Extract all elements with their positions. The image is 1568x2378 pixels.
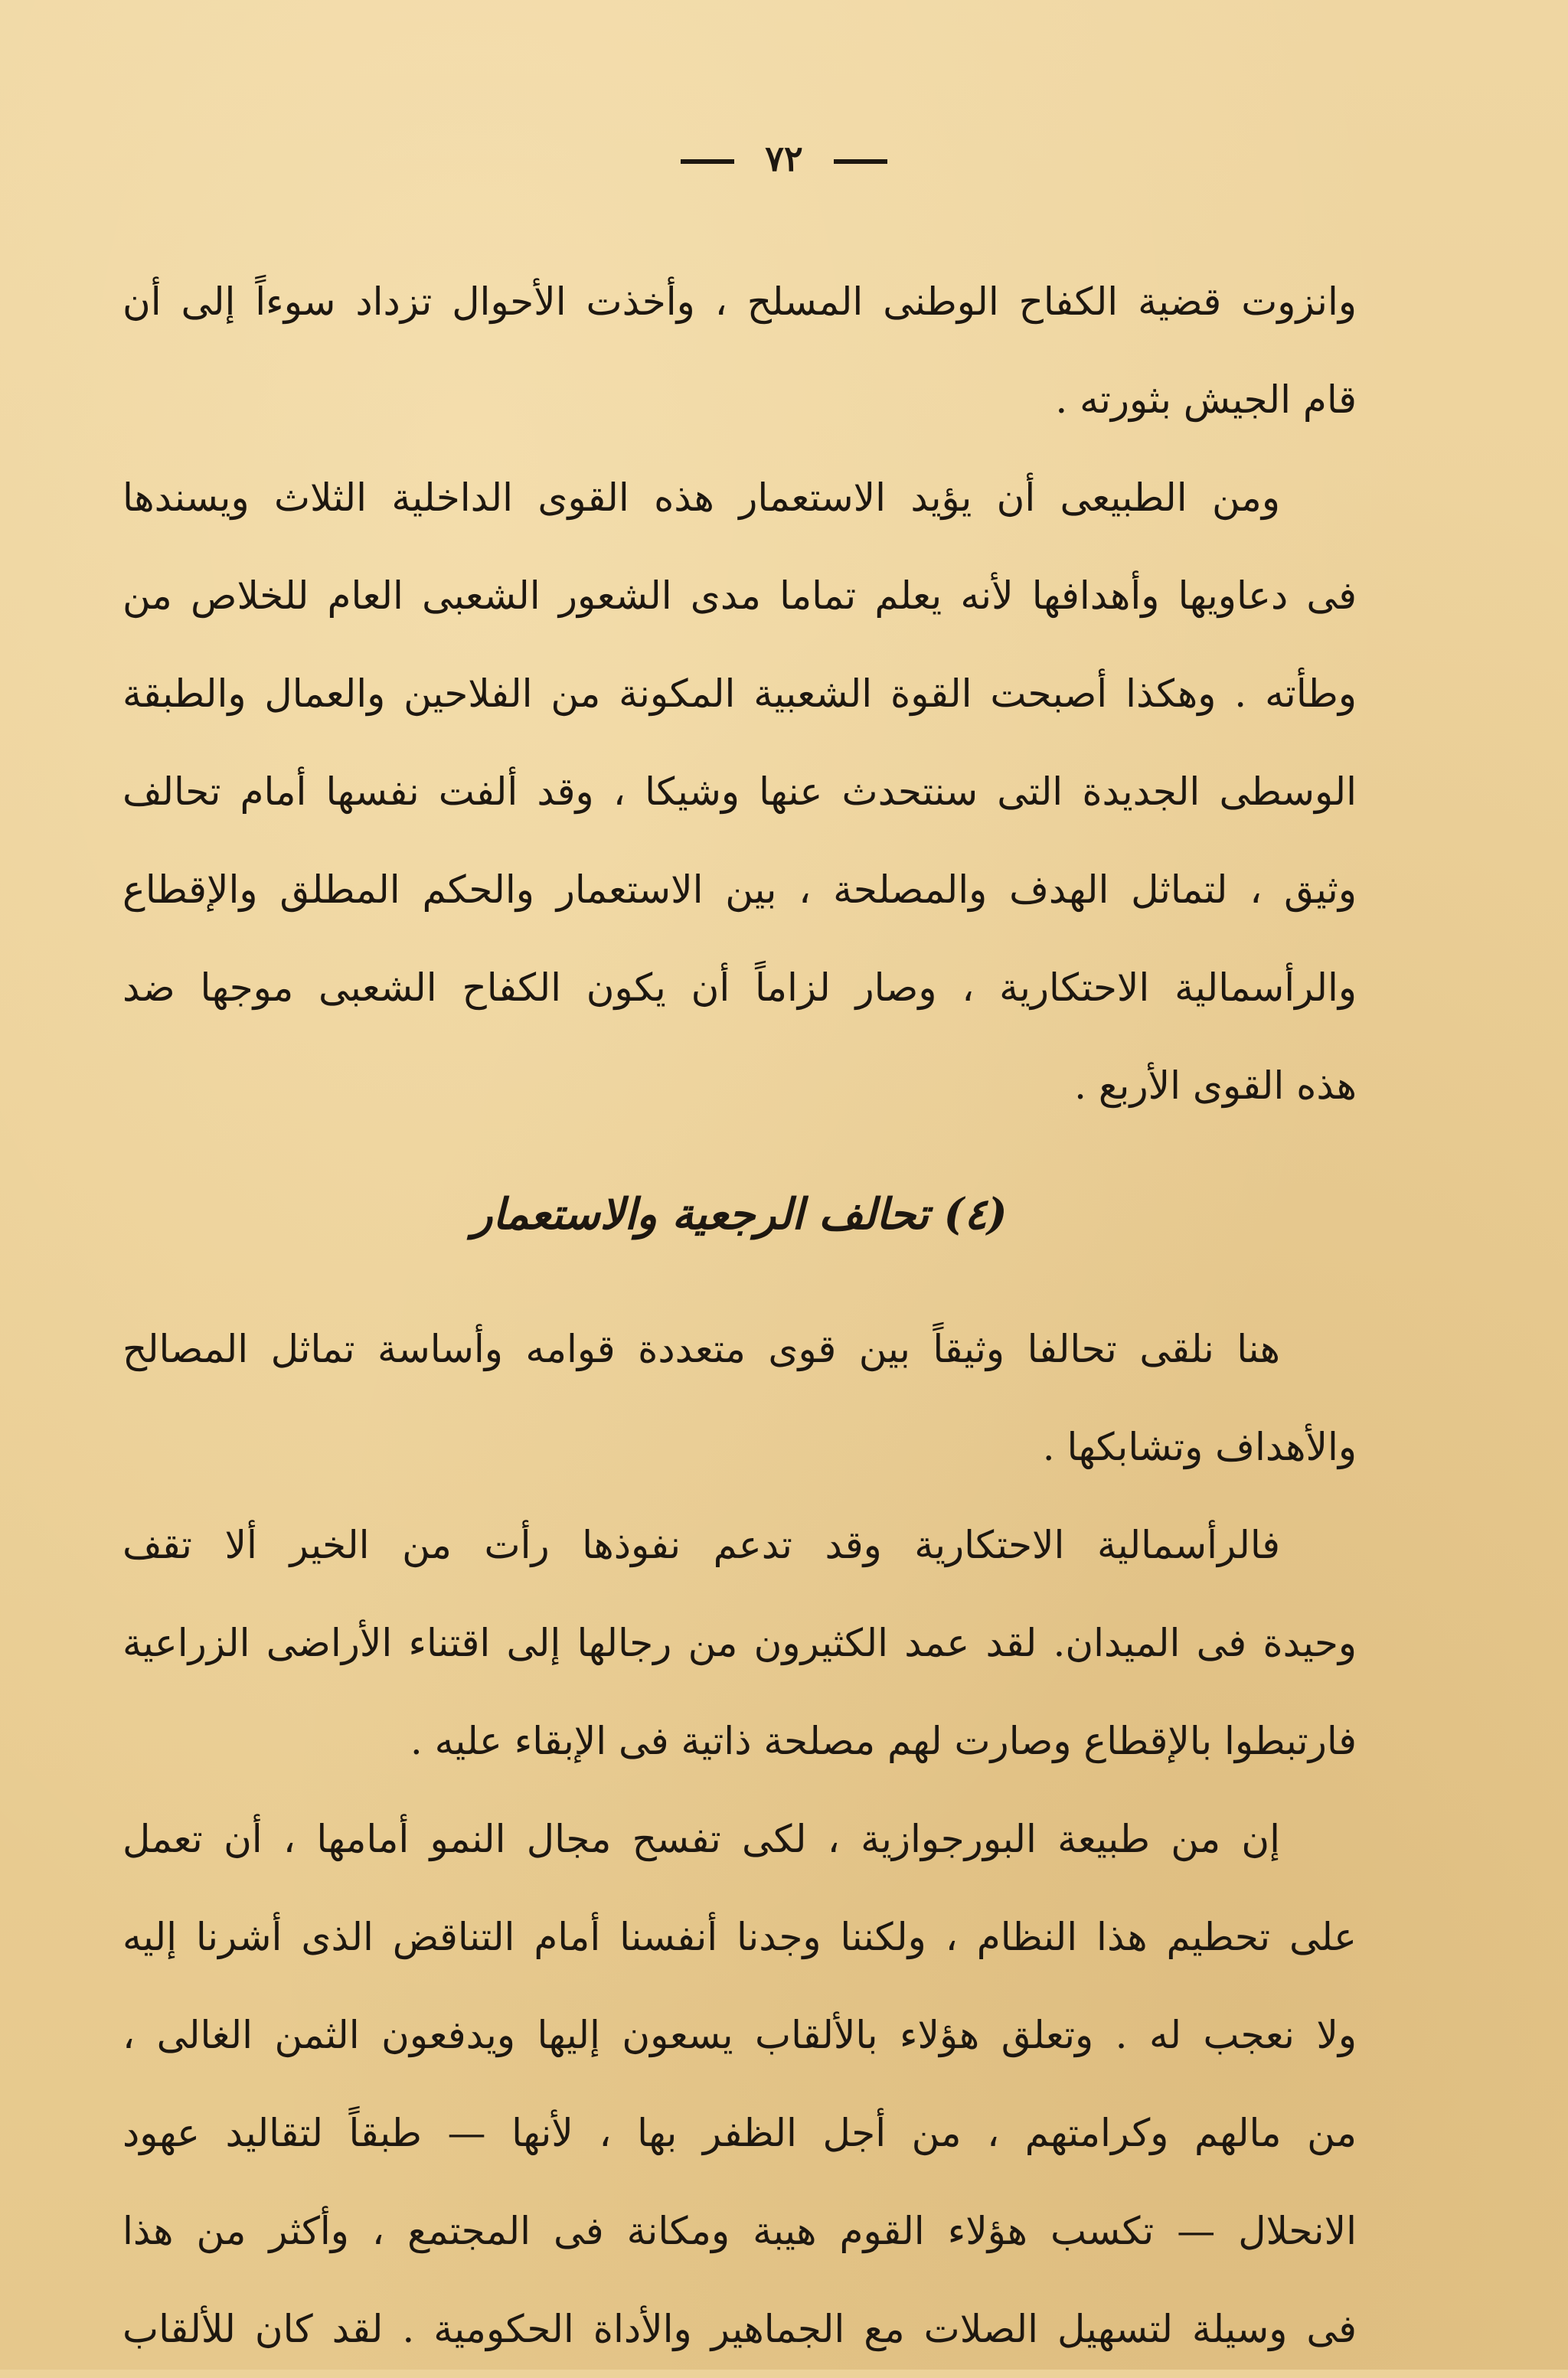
p5-line-2: على تحطيم هذا النظام ، ولكننا وجدنا أنفسنا أمام التناقض الذى أشرنا إليه [122, 1915, 1357, 1959]
p2-line-2: فى دعاويها وأهدافها لأنه يعلم تماما مدى الشعور الشعبى العام للخلاص من [122, 573, 1357, 618]
p2-line-4: الوسطى الجديدة التى سنتحدث عنها وشيكا ، وقد ألفت نفسها أمام تحالف [122, 769, 1357, 814]
p4-line-1: فالرأسمالية الاحتكارية وقد تدعم نفوذها رأت من الخير ألا تقف [122, 1523, 1280, 1567]
page-number-value: ٧٢ [765, 138, 803, 179]
p3-line-1: هنا نلقى تحالفا وثيقاً بين قوى متعددة قوامه وأساسة تماثل المصالح [122, 1327, 1280, 1371]
p4-line-2: وحيدة فى الميدان. لقد عمد الكثيرون من رجالها إلى اقتناء الأراضى الزراعية [122, 1621, 1357, 1665]
p5-line-5: الانحلال — تكسب هؤلاء القوم هيبة ومكانة فى المجتمع ، وأكثر من هذا [122, 2209, 1357, 2253]
p1-line-2: قام الجيش بثورته . [1055, 377, 1357, 422]
p5-line-4: من مالهم وكرامتهم ، من أجل الظفر بها ، لأنها — طبقاً لتقاليد عهود [122, 2111, 1357, 2155]
p5-line-1: إن من طبيعة البورجوازية ، لكى تفسح مجال النمو أمامها ، أن تعمل [122, 1817, 1280, 1861]
p5-line-6: فى وسيلة لتسهيل الصلات مع الجماهير والأداة الحكومية . لقد كان للألقاب [122, 2307, 1357, 2351]
page-number [0, 138, 1568, 179]
p5-line-3: ولا نعجب له . وتعلق هؤلاء بالألقاب يسعون إليها ويدفعون الثمن الغالى ، [122, 2013, 1357, 2057]
page-number-dash-left [681, 159, 734, 164]
p2-line-7: هذه القوى الأربع . [1074, 1063, 1357, 1108]
p4-line-3: فارتبطوا بالإقطاع وصارت لهم مصلحة ذاتية فى الإبقاء عليه . [410, 1719, 1357, 1763]
section-heading: (٤) تحالف الرجعية والاستعمار [472, 1189, 1008, 1240]
p3-line-2: والأهداف وتشابكها . [1042, 1425, 1357, 1469]
body-text [122, 253, 1357, 2378]
page-number-dash-right [834, 159, 887, 164]
p2-line-3: وطأته . وهكذا أصبحت القوة الشعبية المكونة من الفلاحين والعمال والطبقة [122, 671, 1357, 716]
p1-line-1: وانزوت قضية الكفاح الوطنى المسلح ، وأخذت الأحوال تزداد سوءاً إلى أن [122, 279, 1357, 324]
p2-line-5: وثيق ، لتماثل الهدف والمصلحة ، بين الاستعمار والحكم المطلق والإقطاع [122, 867, 1357, 912]
p2-line-6: والرأسمالية الاحتكارية ، وصار لزاماً أن يكون الكفاح الشعبى موجها ضد [122, 965, 1357, 1010]
p2-line-1: ومن الطبيعى أن يؤيد الاستعمار هذه القوى الداخلية الثلاث ويسندها [122, 475, 1280, 520]
